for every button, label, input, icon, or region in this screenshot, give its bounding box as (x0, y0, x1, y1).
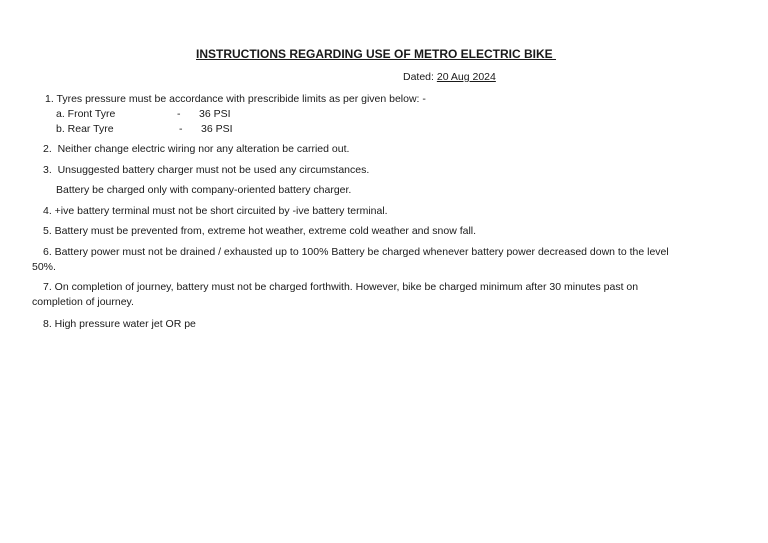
dated-line (403, 71, 496, 83)
instruction-item-7-continued: completion of journey. (32, 296, 134, 308)
front-tyre-value: 36 PSI (199, 108, 231, 120)
instruction-item-2: 2. Neither change electric wiring nor any alteration be carried out. (43, 143, 350, 155)
instruction-item-8: 8. High pressure water jet OR pe (43, 318, 196, 330)
rear-tyre-label: b. Rear Tyre (56, 123, 114, 135)
rear-tyre-value: 36 PSI (201, 123, 233, 135)
instruction-item-3-continued: Battery be charged only with company-oriented battery charger. (56, 184, 352, 196)
front-tyre-dash: - (177, 108, 181, 120)
instruction-item-5: 5. Battery must be prevented from, extreme hot weather, extreme cold weather and snow fall. (43, 225, 477, 237)
front-tyre-label: a. Front Tyre (56, 108, 116, 120)
instruction-item-6: 6. Battery power must not be drained / exhausted up to 100% Battery be charged whenever battery power decreased down to the level (43, 246, 669, 258)
instruction-item-1: 1. Tyres pressure must be accordance with prescribide limits as per given below: - (45, 93, 426, 105)
instruction-item-4: 4. +ive battery terminal must not be short circuited by -ive battery terminal. (43, 205, 388, 217)
dated-value: 20 Aug 2024 (436, 71, 496, 83)
instruction-item-7: 7. On completion of journey, battery must not be charged forthwith. However, bike be charged minimum after 30 minutes past on (43, 281, 639, 293)
instruction-item-6-continued: 50%. (32, 261, 56, 273)
instruction-item-3: 3. Unsuggested battery charger must not be used any circumstances. (43, 164, 370, 176)
document-title: INSTRUCTIONS REGARDING USE OF METRO ELECTRIC BIKE (196, 47, 557, 61)
dated-label: Dated: (403, 71, 437, 83)
rear-tyre-dash: - (179, 123, 183, 135)
